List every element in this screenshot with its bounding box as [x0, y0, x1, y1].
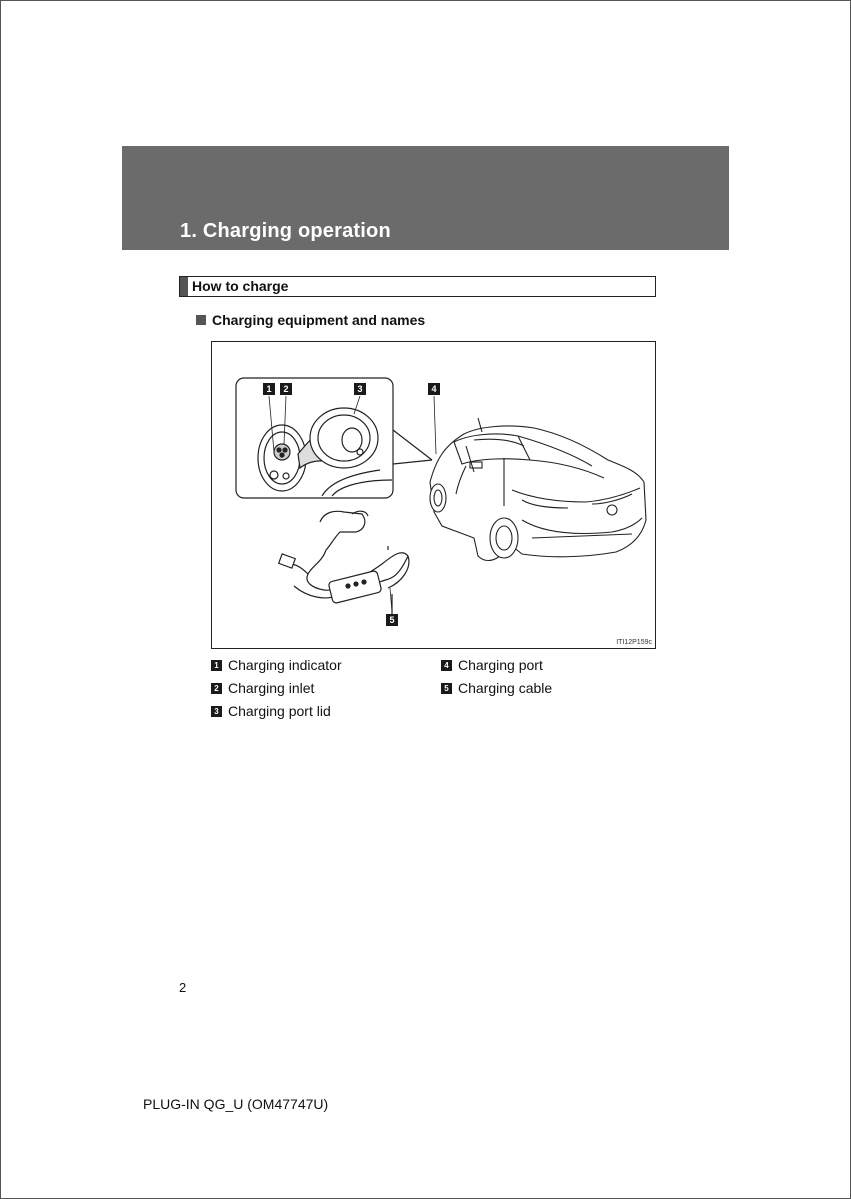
legend-label: Charging indicator: [228, 657, 342, 673]
legend-label: Charging port lid: [228, 703, 331, 719]
charging-cable-illustration: [279, 511, 409, 616]
legend-label: Charging cable: [458, 680, 553, 696]
section-header: [179, 276, 656, 297]
legend-item: [441, 657, 543, 673]
charging-equipment-figure: [211, 341, 656, 649]
figure-code: ITI12P159c: [616, 639, 652, 646]
callout-4: 4: [428, 383, 440, 395]
legend-number: 5: [441, 683, 452, 694]
figure-legend: [211, 657, 651, 727]
section-marker: [180, 277, 188, 296]
callout-3: 3: [354, 383, 366, 395]
callout-1: 1: [263, 383, 275, 395]
legend-item: [211, 703, 331, 719]
square-bullet-icon: [196, 315, 206, 325]
subsection-heading: [196, 311, 425, 329]
callout-2: 2: [280, 383, 292, 395]
car-illustration: [430, 418, 646, 561]
legend-label: Charging inlet: [228, 680, 315, 696]
callout-5: 5: [386, 614, 398, 626]
legend-number: 1: [211, 660, 222, 671]
chapter-title: 1. Charging operation: [180, 220, 391, 242]
footer-doc-id: PLUG-IN QG_U (OM47747U): [143, 1096, 329, 1112]
legend-item: [441, 680, 552, 696]
legend-number: 3: [211, 706, 222, 717]
section-title: How to charge: [192, 278, 289, 294]
legend-item: [211, 657, 342, 673]
legend-number: 2: [211, 683, 222, 694]
chapter-banner: [122, 146, 729, 250]
legend-item: [211, 680, 314, 696]
subsection-title: Charging equipment and names: [212, 312, 426, 328]
legend-number: 4: [441, 660, 452, 671]
page-number: 2: [179, 980, 187, 995]
legend-label: Charging port: [458, 657, 543, 673]
charging-port-detail-inset: [236, 378, 432, 498]
